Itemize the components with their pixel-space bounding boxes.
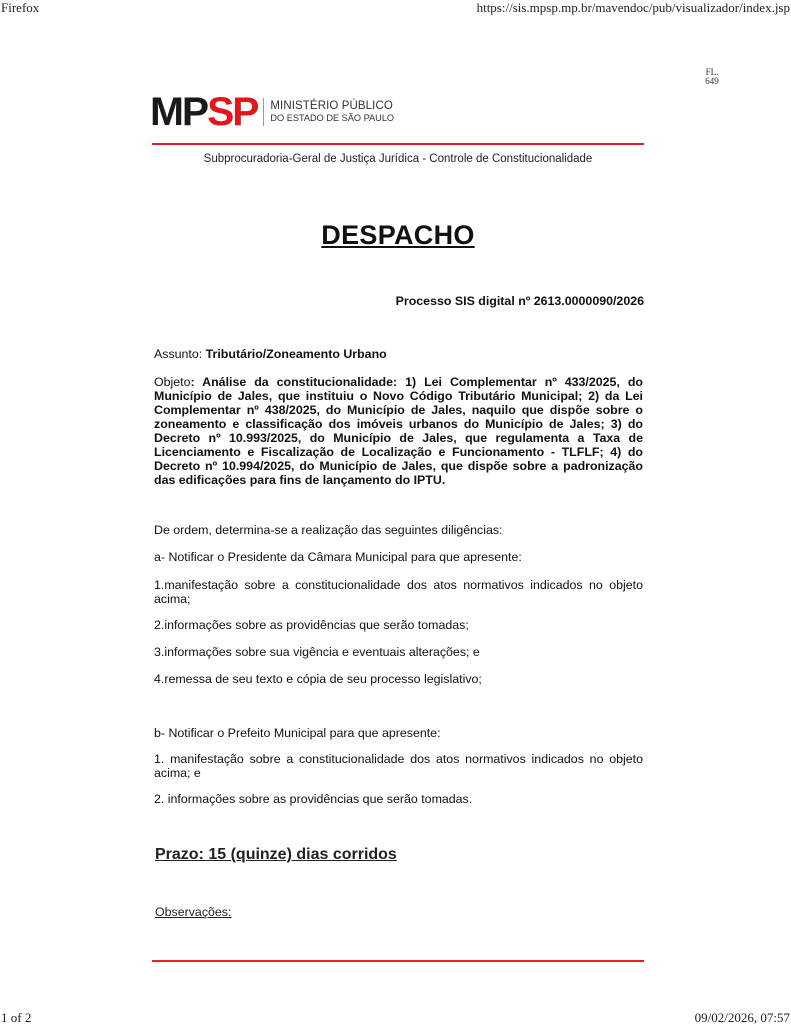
section-b-heading: b- Notificar o Prefeito Municipal para que apresente: xyxy=(154,726,441,740)
objeto xyxy=(154,375,643,487)
page-url: https://sis.mpsp.mp.br/mavendoc/pub/visualizador/index.jsp xyxy=(476,0,790,15)
objeto-label: Objeto xyxy=(154,375,191,389)
assunto-label: Assunto: xyxy=(154,347,206,361)
print-datetime: 09/02/2026, 07:57 xyxy=(694,1010,790,1025)
department-subtitle: Subprocuradoria-Geral de Justiça Jurídica - Controle de Constitucionalidade xyxy=(203,153,593,165)
page-count: 1 of 2 xyxy=(1,1010,32,1025)
assunto-value: Tributário/Zoneamento Urbano xyxy=(205,347,387,361)
document-title: DESPACHO xyxy=(321,220,475,250)
logo-mark xyxy=(149,90,258,134)
logo-line2: DO ESTADO DE SÃO PAULO xyxy=(270,113,395,123)
folio-number: 649 xyxy=(705,76,719,86)
process-number: Processo SIS digital nº 2613.0000090/2026 xyxy=(395,294,644,308)
mpsp-logo xyxy=(149,90,395,134)
section-a-heading: a- Notificar o Presidente da Câmara Municipal para que apresente: xyxy=(154,550,522,564)
intro-paragraph: De ordem, determina-se a realização das seguintes diligências: xyxy=(154,523,503,537)
logo-divider xyxy=(263,98,264,126)
logo-mark-mp: MP xyxy=(149,90,208,134)
section-a-item: 1.manifestação sobre a constitucionalidade dos atos normativos indicados no objeto acima; xyxy=(154,578,643,606)
logo-line1: MINISTÉRIO PÚBLICO xyxy=(270,100,393,112)
objeto-value: : Análise da constitucionalidade: 1) Lei Complementar nº 433/2025, do Município de Jales, que instituiu o Novo Código Tributário Municipal; 2) da Lei Complementar nº 438/2025, do Município de Jales, naquilo que dispõe sobre o zoneamento e classificação dos imóveis urbanos do Município de Jales; 3) do Decreto nº 10.993/2025, do Município de Jales, que regulamenta a Taxa de Licenciamento e Fiscalização de Localização e Funcionamento - TLFLF; 4) do Decreto nº 10.994/2025, do Município de Jales, que dispõe sobre a padronização das edificações para fins de lançamento do IPTU. xyxy=(154,375,643,487)
section-a-item: 4.remessa de seu texto e cópia de seu processo legislativo; xyxy=(154,672,482,686)
section-a-item: 2.informações sobre as providências que serão tomadas; xyxy=(154,618,469,632)
observacoes-label: Observações: xyxy=(155,905,232,919)
section-a-item: 3.informações sobre sua vigência e eventuais alterações; e xyxy=(154,645,480,659)
browser-name: Firefox xyxy=(1,0,40,15)
prazo-heading: Prazo: 15 (quinze) dias corridos xyxy=(155,846,397,863)
section-b-item: 1. manifestação sobre a constitucionalidade dos atos normativos indicados no objeto acima; e xyxy=(154,752,643,780)
folio-label: FL. xyxy=(705,67,719,77)
logo-mark-sp: SP xyxy=(207,90,258,134)
folio-stamp xyxy=(690,68,734,86)
header-divider xyxy=(152,143,644,145)
assunto xyxy=(154,347,643,361)
section-b-item: 2. informações sobre as providências que serão tomadas. xyxy=(154,792,473,806)
footer-divider xyxy=(152,960,644,962)
logo-text xyxy=(270,100,394,124)
